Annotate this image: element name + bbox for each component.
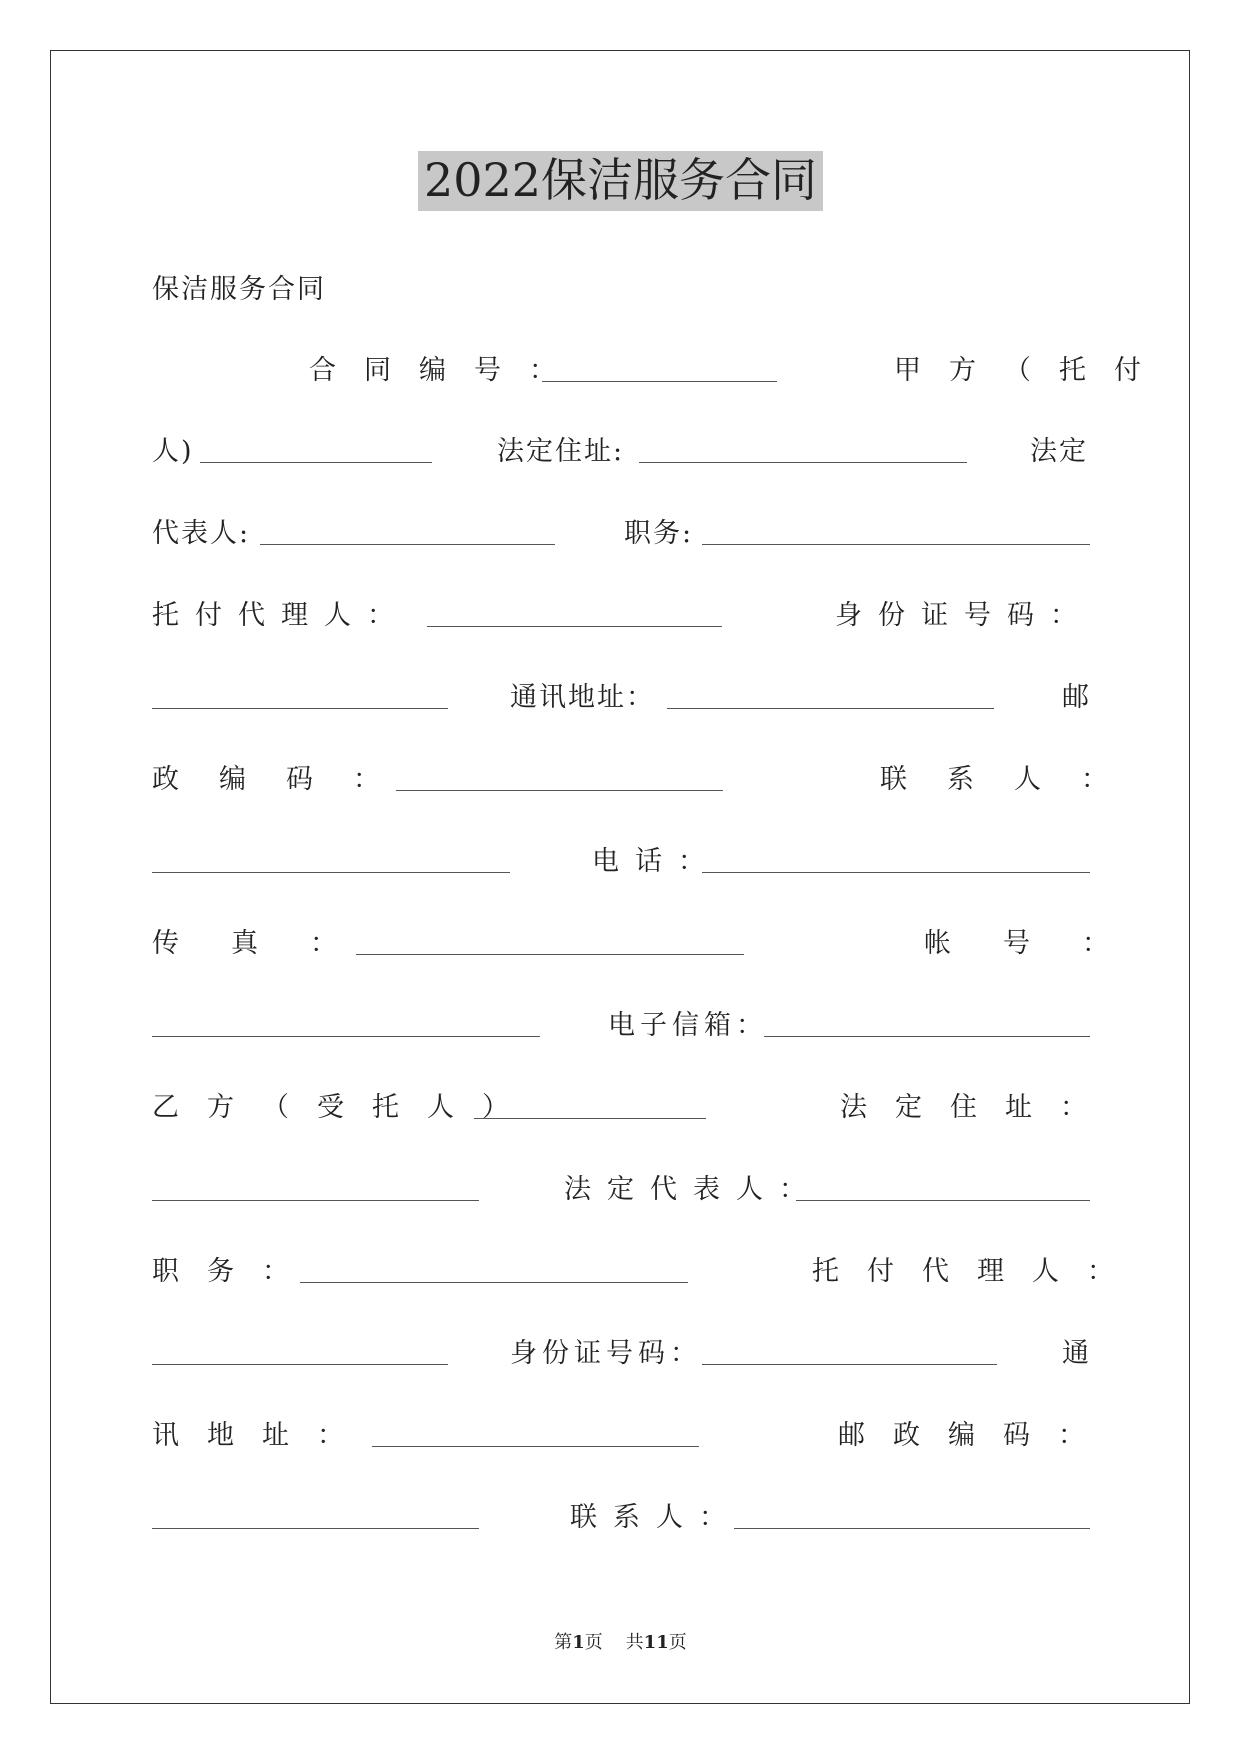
page-number: 1 — [572, 1632, 585, 1653]
party-b-agent-blank[interactable] — [152, 1364, 448, 1365]
party-b-mailing-blank[interactable] — [372, 1446, 699, 1447]
form-line-9 — [152, 1006, 1090, 1046]
form-line-11 — [152, 1170, 1090, 1210]
page-footer — [0, 1628, 1241, 1654]
party-b-address-label: 法定住址： — [840, 1092, 1115, 1123]
form-line-12 — [152, 1252, 1142, 1292]
party-b-mailing-label: 讯地址： — [152, 1420, 372, 1451]
form-line-8 — [152, 924, 1161, 964]
fax-label: 传真： — [152, 928, 389, 959]
form-line-1 — [152, 351, 1169, 391]
postcode-label-start: 邮 — [1062, 682, 1091, 713]
party-b-blank[interactable] — [474, 1118, 706, 1119]
total-label-1: 共 — [625, 1632, 644, 1653]
party-b-label: 乙方（受托人） — [152, 1092, 537, 1123]
form-line-4 — [152, 596, 1093, 636]
legal-rep-blank[interactable] — [260, 544, 555, 545]
id-number-label: 身份证号码： — [835, 600, 1093, 631]
mailing-address-blank[interactable] — [667, 708, 994, 709]
title-text: 2022保洁服务合同 — [418, 151, 823, 211]
position-label: 职务: — [624, 518, 694, 549]
postcode-label: 政编码： — [152, 764, 420, 795]
total-label-2: 页 — [668, 1632, 687, 1653]
email-blank[interactable] — [764, 1036, 1090, 1037]
position-blank[interactable] — [702, 544, 1090, 545]
legal-address-label: 法定住址: — [497, 436, 625, 467]
agent-label: 托付代理人： — [152, 600, 410, 631]
party-b-position-label: 职务： — [152, 1256, 317, 1287]
legal-address-blank[interactable] — [639, 462, 967, 463]
subtitle: 保洁服务合同 — [152, 274, 326, 305]
postcode-blank[interactable] — [396, 790, 723, 791]
email-label: 电子信箱： — [608, 1010, 768, 1041]
phone-blank[interactable] — [702, 872, 1090, 873]
id-number-blank[interactable] — [152, 708, 448, 709]
party-b-legal-rep-label: 法定代表人： — [564, 1174, 822, 1205]
contract-number-label: 合同编号： — [309, 355, 584, 386]
form-line-6 — [152, 760, 1148, 800]
party-b-id-label: 身份证号码： — [510, 1338, 702, 1369]
fax-blank[interactable] — [356, 954, 744, 955]
mailing-address-label: 通讯地址： — [510, 682, 655, 713]
contact-blank[interactable] — [152, 872, 510, 873]
party-b-contact-blank[interactable] — [734, 1528, 1090, 1529]
party-a-blank[interactable] — [200, 462, 432, 463]
party-b-postcode-label: 邮政编码： — [838, 1420, 1113, 1451]
account-label: 帐号： — [924, 928, 1161, 959]
party-b-id-blank[interactable] — [702, 1364, 997, 1365]
party-b-contact-label: 联系人： — [570, 1502, 742, 1533]
page-label-1: 第 — [554, 1632, 573, 1653]
form-line-13 — [152, 1334, 1090, 1374]
page-label-2: 页 — [584, 1632, 603, 1653]
form-line-5 — [152, 678, 1090, 718]
form-line-14 — [152, 1416, 1113, 1456]
legal-rep-label-start: 法定 — [1030, 436, 1088, 467]
contract-number-blank[interactable] — [542, 381, 777, 382]
total-pages: 11 — [643, 1632, 669, 1653]
party-b-mailing-label-start: 通 — [1062, 1338, 1091, 1369]
form-line-2 — [152, 432, 1090, 472]
form-line-15 — [152, 1498, 1090, 1538]
party-b-agent-label: 托付代理人： — [812, 1256, 1142, 1287]
subtitle-line — [152, 270, 1090, 310]
contact-label: 联系人： — [880, 764, 1148, 795]
party-a-label-cont: 人) — [152, 436, 194, 467]
account-blank[interactable] — [152, 1036, 540, 1037]
phone-label: 电话： — [592, 846, 721, 877]
form-line-7 — [152, 842, 1090, 882]
form-line-10 — [152, 1088, 1115, 1128]
party-b-postcode-blank[interactable] — [152, 1528, 479, 1529]
document-title — [0, 153, 1241, 207]
party-b-legal-rep-blank[interactable] — [796, 1200, 1090, 1201]
legal-rep-label: 代表人: — [152, 518, 251, 549]
party-b-address-blank[interactable] — [152, 1200, 479, 1201]
agent-blank[interactable] — [427, 626, 722, 627]
party-b-position-blank[interactable] — [300, 1282, 688, 1283]
party-a-label: 甲方（托付 — [894, 355, 1169, 386]
form-line-3 — [152, 514, 1090, 554]
